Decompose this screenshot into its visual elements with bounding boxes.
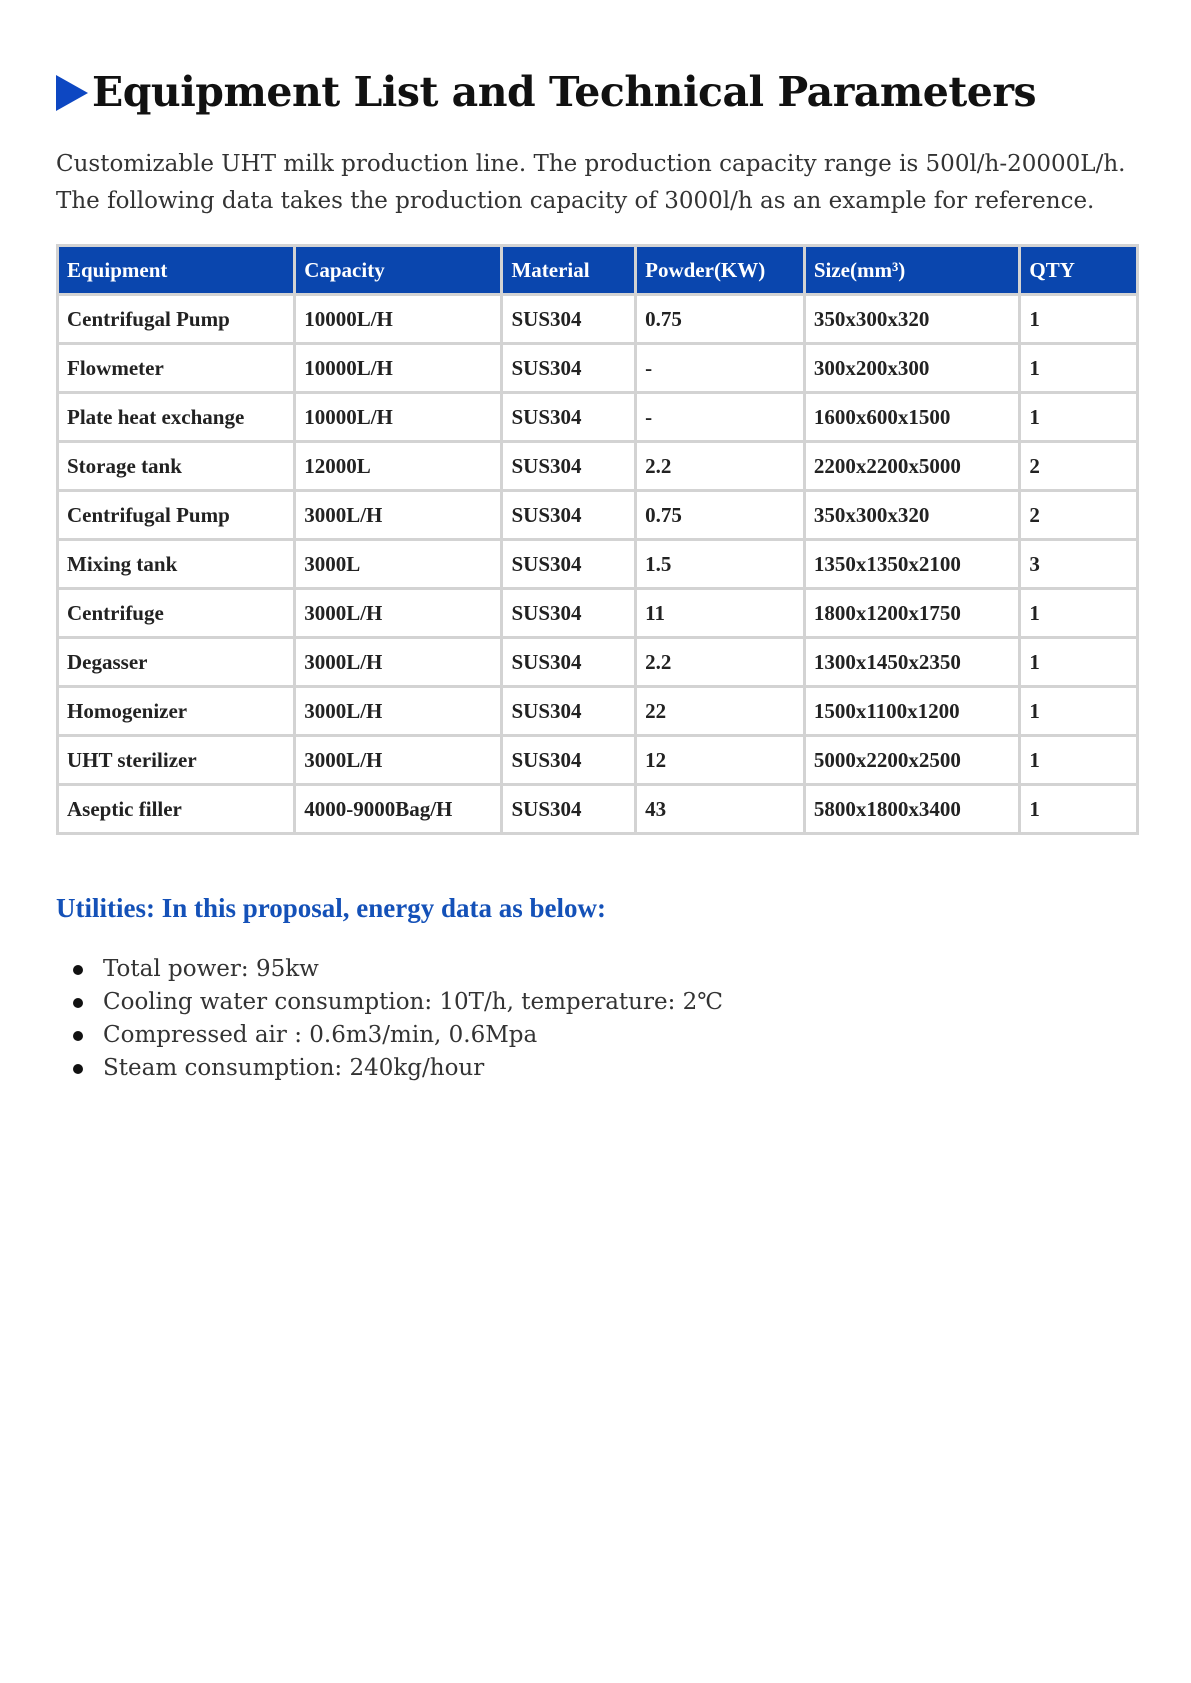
table-cell: -: [636, 344, 805, 393]
table-cell: Degasser: [58, 638, 295, 687]
bullet-icon: [73, 998, 83, 1008]
energy-list: [56, 953, 723, 1085]
table-cell: 2.2: [636, 638, 805, 687]
table-cell: 3000L/H: [295, 638, 502, 687]
table-cell: 1800x1200x1750: [804, 589, 1020, 638]
page-title: [56, 68, 1036, 116]
column-header: Material: [502, 246, 636, 295]
table-cell: 1: [1020, 785, 1138, 834]
table-row: [58, 442, 1138, 491]
table-cell: Plate heat exchange: [58, 393, 295, 442]
table-cell: 2200x2200x5000: [804, 442, 1020, 491]
intro-line-2: The following data takes the production capacity of 3000l/h as an example for reference.: [56, 188, 1095, 214]
table-cell: SUS304: [502, 638, 636, 687]
table-row: [58, 736, 1138, 785]
list-item: [56, 986, 723, 1019]
table-cell: SUS304: [502, 687, 636, 736]
intro-line-1: Customizable UHT milk production line. The production capacity range is 500l/h-20000L/h.: [56, 151, 1126, 177]
table-cell: 1: [1020, 295, 1138, 344]
table-cell: Aseptic filler: [58, 785, 295, 834]
table-cell: 1350x1350x2100: [804, 540, 1020, 589]
table-cell: 3: [1020, 540, 1138, 589]
bullet-icon: [73, 1064, 83, 1074]
table-cell: 12: [636, 736, 805, 785]
table-cell: 350x300x320: [804, 491, 1020, 540]
table-cell: 3000L/H: [295, 589, 502, 638]
list-item: [56, 1019, 723, 1052]
table-cell: 12000L: [295, 442, 502, 491]
utilities-heading: Utilities: In this proposal, energy data as below:: [56, 893, 607, 923]
table-cell: Flowmeter: [58, 344, 295, 393]
table-cell: SUS304: [502, 295, 636, 344]
table-cell: 4000-9000Bag/H: [295, 785, 502, 834]
table-cell: 0.75: [636, 491, 805, 540]
table-row: [58, 638, 1138, 687]
table-cell: 1: [1020, 687, 1138, 736]
table-row: [58, 687, 1138, 736]
table-cell: 2: [1020, 442, 1138, 491]
table-cell: SUS304: [502, 442, 636, 491]
triangle-right-icon: [56, 75, 88, 111]
equipment-table: [56, 244, 1139, 835]
energy-item-text: Total power: 95kw: [103, 956, 319, 982]
table-cell: 1: [1020, 344, 1138, 393]
table-cell: 11: [636, 589, 805, 638]
table-header-row: [58, 246, 1138, 295]
page-title-text: Equipment List and Technical Parameters: [92, 68, 1037, 116]
table-cell: 22: [636, 687, 805, 736]
table-cell: SUS304: [502, 785, 636, 834]
table-body: [58, 295, 1138, 834]
table-cell: SUS304: [502, 491, 636, 540]
table-cell: 1.5: [636, 540, 805, 589]
table-row: [58, 785, 1138, 834]
column-header: Powder(KW): [636, 246, 805, 295]
table-row: [58, 589, 1138, 638]
table-row: [58, 393, 1138, 442]
table-cell: SUS304: [502, 344, 636, 393]
table-cell: 1: [1020, 638, 1138, 687]
table-cell: 3000L/H: [295, 491, 502, 540]
table-cell: 1600x600x1500: [804, 393, 1020, 442]
table-cell: 10000L/H: [295, 295, 502, 344]
table-cell: 10000L/H: [295, 393, 502, 442]
table-cell: Centrifuge: [58, 589, 295, 638]
table-cell: 2.2: [636, 442, 805, 491]
column-header: Equipment: [58, 246, 295, 295]
column-header: Capacity: [295, 246, 502, 295]
table-cell: 0.75: [636, 295, 805, 344]
table-cell: 1: [1020, 589, 1138, 638]
column-header: QTY: [1020, 246, 1138, 295]
table-cell: 5800x1800x3400: [804, 785, 1020, 834]
energy-item-text: Cooling water consumption: 10T/h, temperature: 2℃: [103, 989, 724, 1015]
bullet-icon: [73, 1031, 83, 1041]
table-cell: Storage tank: [58, 442, 295, 491]
table-cell: SUS304: [502, 736, 636, 785]
table-cell: Homogenizer: [58, 687, 295, 736]
table-row: [58, 295, 1138, 344]
table-cell: 10000L/H: [295, 344, 502, 393]
table-cell: SUS304: [502, 393, 636, 442]
table-cell: 5000x2200x2500: [804, 736, 1020, 785]
table-cell: Mixing tank: [58, 540, 295, 589]
energy-item-text: Compressed air : 0.6m3/min, 0.6Mpa: [103, 1022, 538, 1048]
bullet-icon: [73, 965, 83, 975]
column-header: Size(mm³): [804, 246, 1020, 295]
table-cell: 3000L/H: [295, 687, 502, 736]
table-cell: Centrifugal Pump: [58, 295, 295, 344]
table-cell: UHT sterilizer: [58, 736, 295, 785]
list-item: [56, 953, 723, 986]
intro-paragraph: [56, 146, 1146, 220]
table-cell: 1500x1100x1200: [804, 687, 1020, 736]
list-item: [56, 1052, 723, 1085]
table-cell: 3000L/H: [295, 736, 502, 785]
table-cell: 1300x1450x2350: [804, 638, 1020, 687]
table-cell: 43: [636, 785, 805, 834]
table-cell: 3000L: [295, 540, 502, 589]
table-cell: 2: [1020, 491, 1138, 540]
energy-item-text: Steam consumption: 240kg/hour: [103, 1055, 485, 1081]
table-row: [58, 491, 1138, 540]
table-cell: SUS304: [502, 589, 636, 638]
table-cell: 1: [1020, 393, 1138, 442]
table-cell: SUS304: [502, 540, 636, 589]
table-row: [58, 540, 1138, 589]
table-cell: 300x200x300: [804, 344, 1020, 393]
table-cell: 350x300x320: [804, 295, 1020, 344]
table-row: [58, 344, 1138, 393]
table-cell: 1: [1020, 736, 1138, 785]
table-cell: Centrifugal Pump: [58, 491, 295, 540]
table-cell: -: [636, 393, 805, 442]
